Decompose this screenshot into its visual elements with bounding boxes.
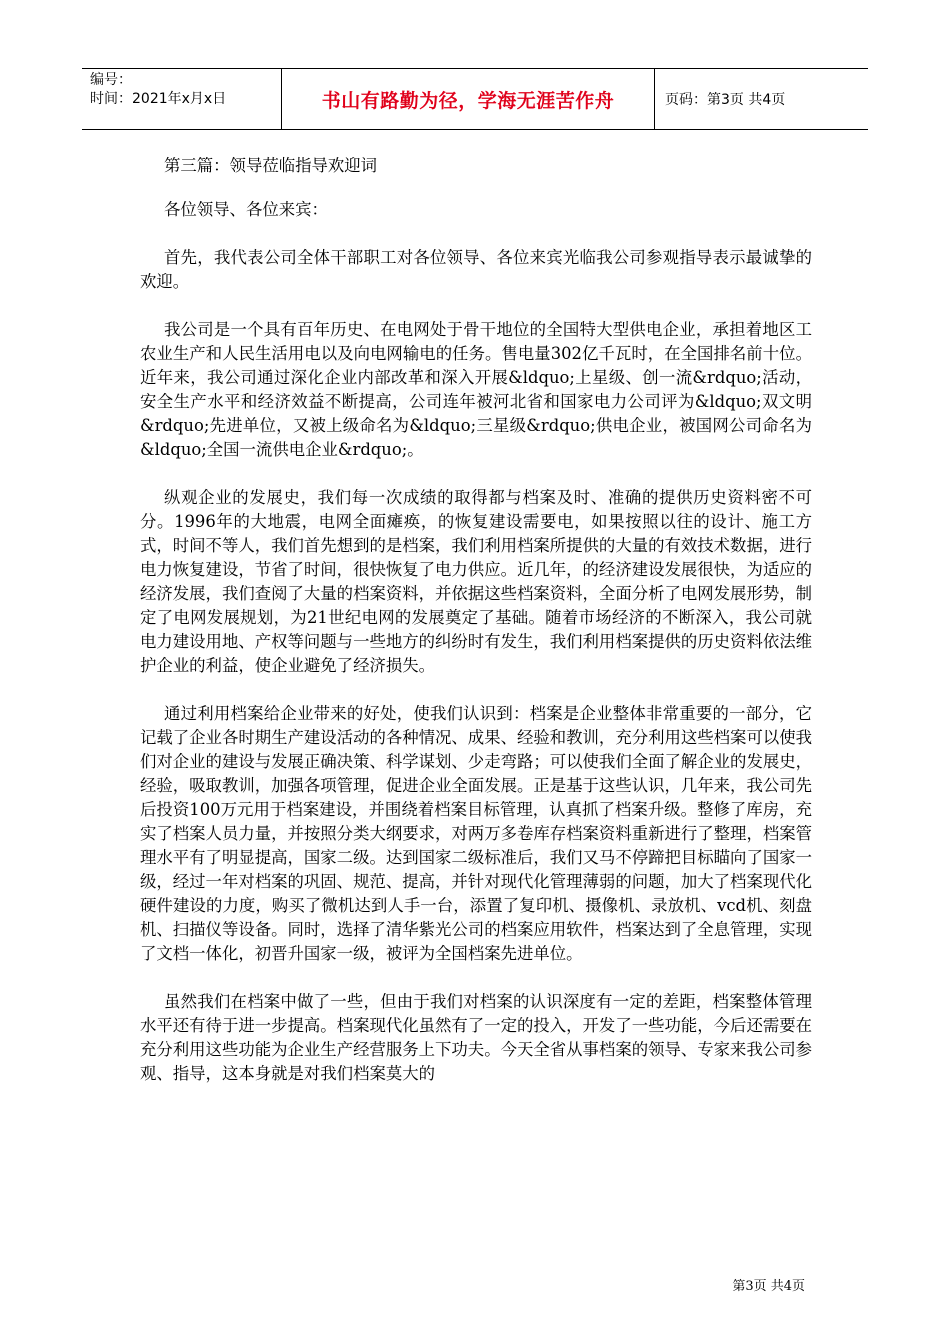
header-info-cell — [82, 69, 282, 129]
paragraph: 首先，我代表公司全体干部职工对各位领导、各位来宾光临我公司参观指导表示最诚挚的欢迎。 — [140, 248, 812, 291]
section-title: 第三篇：领导莅临指导欢迎词 — [164, 156, 378, 175]
greeting: 各位领导、各位来宾： — [164, 200, 328, 219]
paragraph: 纵观企业的发展史，我们每一次成绩的取得都与档案及时、准确的提供历史资料密不可分。1996年的大地震，电网全面瘫痪，的恢复建设需要电，如果按照以往的设计、施工方式，时间不等人，我们首先想到的是档案，我们利用档案所提供的大量的有效技术数据，进行电力恢复建设，节省了时间，很快恢复了电力供应。近几年，的经济建设发展很快，为适应的经济发展，我们查阅了大量的档案资料，并依据这些档案资料，全面分析了电网发展形势，制定了电网发展规划，为21世纪电网的发展奠定了基础。随着市场经济的不断深入，我公司就电力建设用地、产权等问题与一些地方的纠纷时有发生，我们利用档案提供的历史资料依法维护企业的利益，使企业避免了经济损失。 — [140, 488, 813, 675]
document-body — [140, 150, 812, 1086]
page-footer: 第3页 共4页 — [732, 1279, 805, 1294]
paragraph: 虽然我们在档案中做了一些，但由于我们对档案的认识深度有一定的差距，档案整体管理水平还有待于进一步提高。档案现代化虽然有了一定的投入，开发了一些功能，今后还需要在充分利用这些功能为企业生产经营服务上下功夫。今天全省从事档案的领导、专家来我公司参观、指导，这本身就是对我们档案莫大的 — [140, 992, 813, 1083]
paragraph: 我公司是一个具有百年历史、在电网处于骨干地位的全国特大型供电企业，承担着地区工农业生产和人民生活用电以及向电网输电的任务。售电量302亿千瓦时，在全国排名前十位。近年来，我公司通过深化企业内部改革和深入开展&ldquo;上星级、创一流&rdquo;活动，安全生产水平和经济效益不断提高，公司连年被河北省和国家电力公司评为&ldquo;双文明&rdquo;先进单位，又被上级命名为&ldquo;三星级&rdquo;供电企业，被国网公司命名为&ldquo;全国一流供电企业&rdquo;。 — [140, 320, 812, 459]
document-date-label: 时间：2021年x月x日 — [90, 91, 227, 107]
header-page-code: 页码：第3页 共4页 — [665, 92, 786, 108]
header-table — [82, 68, 868, 130]
document-number-label: 编号： — [90, 72, 132, 88]
header-motto: 书山有路勤为径，学海无涯苦作舟 — [282, 69, 655, 129]
paragraph: 通过利用档案给企业带来的好处，使我们认识到：档案是企业整体非常重要的一部分，它记载了企业各时期生产建设活动的各种情况、成果、经验和教训，充分利用这些档案可以使我们对企业的建设与发展正确决策、科学谋划、少走弯路；可以使我们全面了解企业的发展史，经验，吸取教训，加强各项管理，促进企业全面发展。正是基于这些认识，几年来，我公司先后投资100万元用于档案建设，并围绕着档案目标管理，认真抓了档案升级。整修了库房，充实了档案人员力量，并按照分类大纲要求，对两万多卷库存档案资料重新进行了整理，档案管理水平有了明显提高，国家二级。达到国家二级标准后，我们又马不停蹄把目标瞄向了国家一级，经过一年对档案的巩固、规范、提高，并针对现代化管理薄弱的问题，加大了档案现代化硬件建设的力度，购买了微机达到人手一台，添置了复印机、摄像机、录放机、vcd机、刻盘机、扫描仪等设备。同时，选择了清华紫光公司的档案应用软件，档案达到了全息管理，实现了文档一体化，初晋升国家一级，被评为全国档案先进单位。 — [140, 704, 813, 963]
